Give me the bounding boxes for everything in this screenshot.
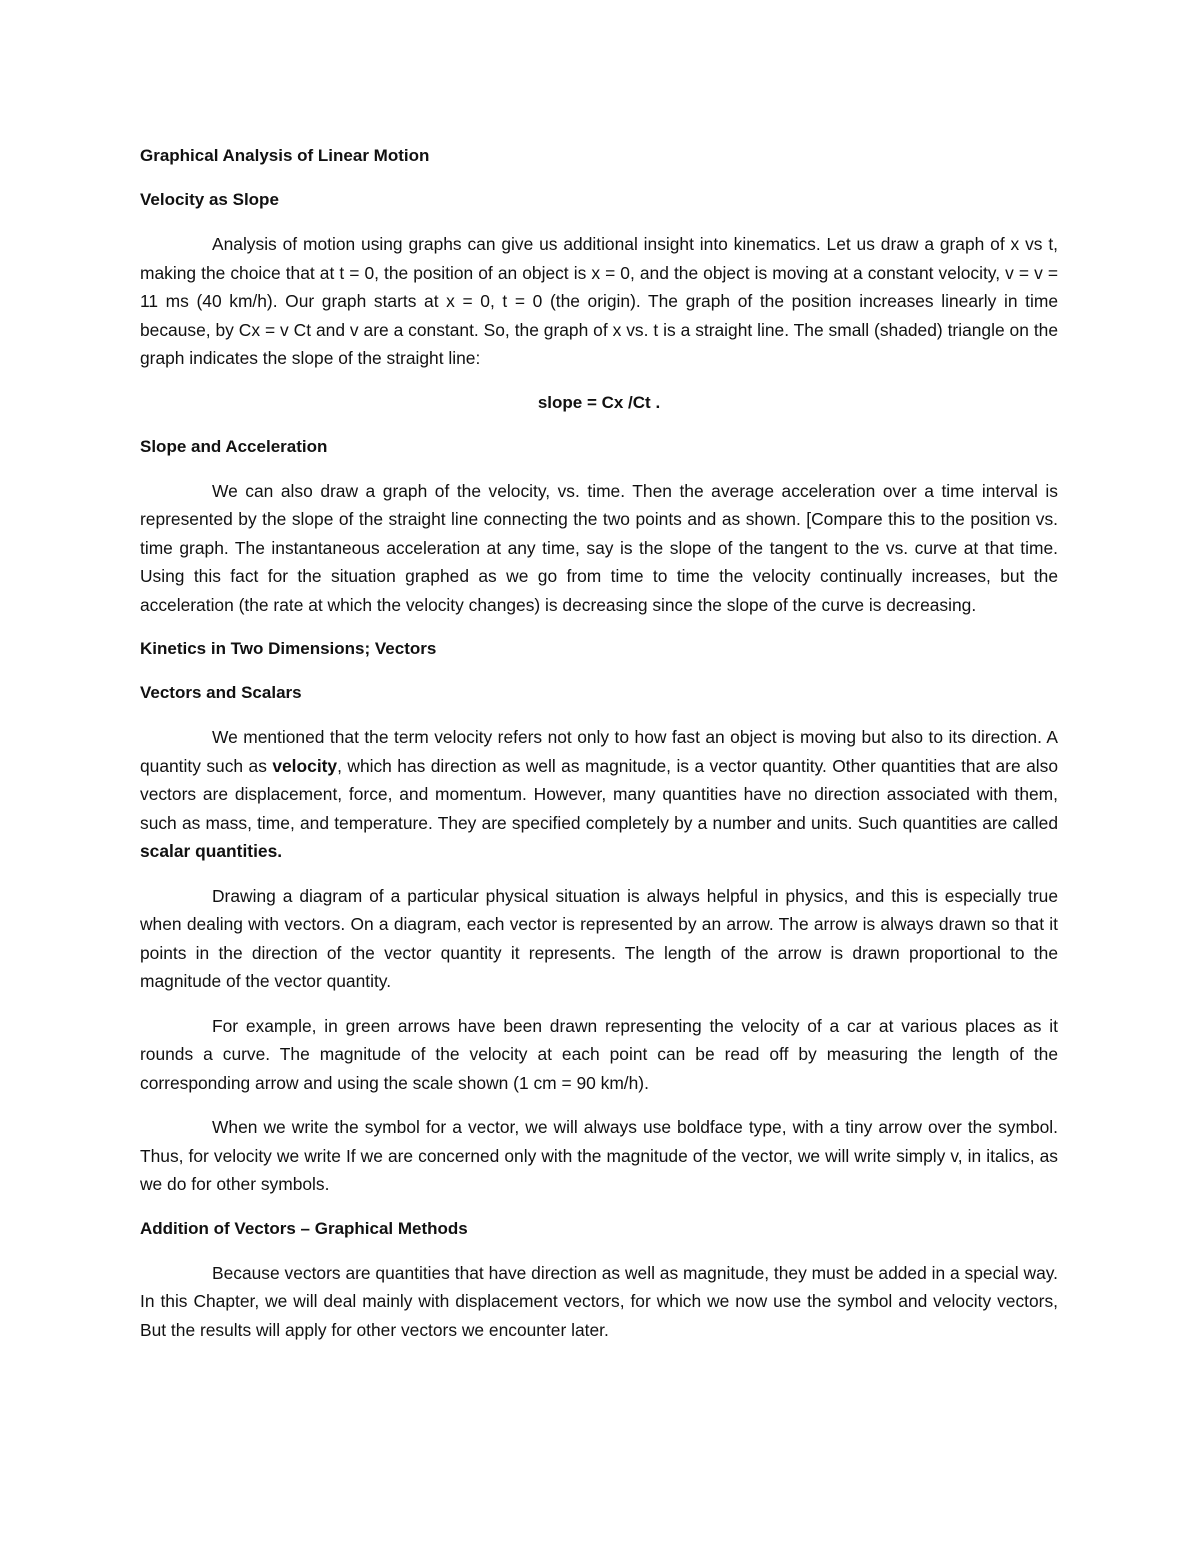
- paragraph-green-arrows-example: For example, in green arrows have been drawn representing the velocity of a car at various places as it rounds a curve. The magnitude of the velocity at each point can be read off by measuring the length of the corresponding arrow and using the scale shown (1 cm = 90 km/h).: [140, 1015, 1058, 1093]
- paragraph-vector-symbol: When we write the symbol for a vector, we will always use boldface type, with a tiny arrow over the symbol. Thus, for velocity we write If we are concerned only with the magnitude of the vector, we will write simply v, in italics, as we do for other symbols.: [140, 1117, 1058, 1194]
- paragraph-vectors-definition: [140, 723, 1058, 866]
- section-heading-vectors-and-scalars: Vectors and Scalars: [140, 683, 302, 702]
- paragraph-velocity-as-slope: Analysis of motion using graphs can give us additional insight into kinematics. Let us draw a graph of x vs t, making the choice that at t = 0, the position of an object is x = 0, and the object is moving at a constant velocity, v = v = 11 ms (40 km/h). Our graph starts at x = 0, t = 0 (the origin). The graph of the position increases linearly in time because, by Cx = v Ct and v are a constant. So, the graph of x vs. t is a straight line. The small (shaded) triangle on the graph indicates the slope of the straight line:: [140, 234, 1058, 368]
- section-heading-velocity-as-slope: Velocity as Slope: [140, 190, 279, 209]
- paragraph-text: We mentioned that the term velocity refers not only to how fast an object is moving but also to its direction. A quantity such as: [140, 727, 1058, 776]
- slope-formula: slope = Cx /Ct .: [537, 392, 661, 412]
- section-heading-slope-and-acceleration: Slope and Acceleration: [140, 436, 328, 456]
- section-heading-kinetics-two-dimensions: Kinetics in Two Dimensions; Vectors: [140, 639, 437, 658]
- document-title: Graphical Analysis of Linear Motion: [140, 146, 430, 165]
- paragraph-vector-diagrams: Drawing a diagram of a particular physical situation is always helpful in physics, and this is especially true when dealing with vectors. On a diagram, each vector is represented by an arrow. The arrow is always drawn so that it points in the direction of the vector quantity it represents. The length of the arrow is drawn proportional to the magnitude of the vector quantity.: [140, 885, 1058, 991]
- document-page: [140, 142, 1058, 1360]
- paragraph-text: , which has direction as well as magnitude, is a vector quantity. Other quantities that are also vectors are displacement, force, and momentum. However, many quantities have no direction associated with them, such as mass, time, and temperature. They are specified completely by a number and units. Such quantities are called: [140, 755, 1058, 833]
- bold-term-scalar-quantities: scalar quantities.: [140, 841, 283, 861]
- section-heading-addition-of-vectors: Addition of Vectors – Graphical Methods: [140, 1218, 468, 1238]
- bold-term-velocity: velocity: [272, 755, 338, 776]
- paragraph-slope-and-acceleration: We can also draw a graph of the velocity, vs. time. Then the average acceleration over a time interval is represented by the slope of the straight line connecting the two points and as shown. [Compare this to the position vs. time graph. The instantaneous acceleration at any time, say is the slope of the tangent to the vs. curve at that time. Using this fact for the situation graphed as we go from time to time the velocity continually increases, but the acceleration (the rate at which the velocity changes) is decreasing since the slope of the curve is decreasing.: [140, 480, 1058, 615]
- paragraph-addition-of-vectors: Because vectors are quantities that have direction as well as magnitude, they must be added in a special way. In this Chapter, we will deal mainly with displacement vectors, for which we now use the symbol and velocity vectors, But the results will apply for other vectors we encounter later.: [140, 1262, 1058, 1340]
